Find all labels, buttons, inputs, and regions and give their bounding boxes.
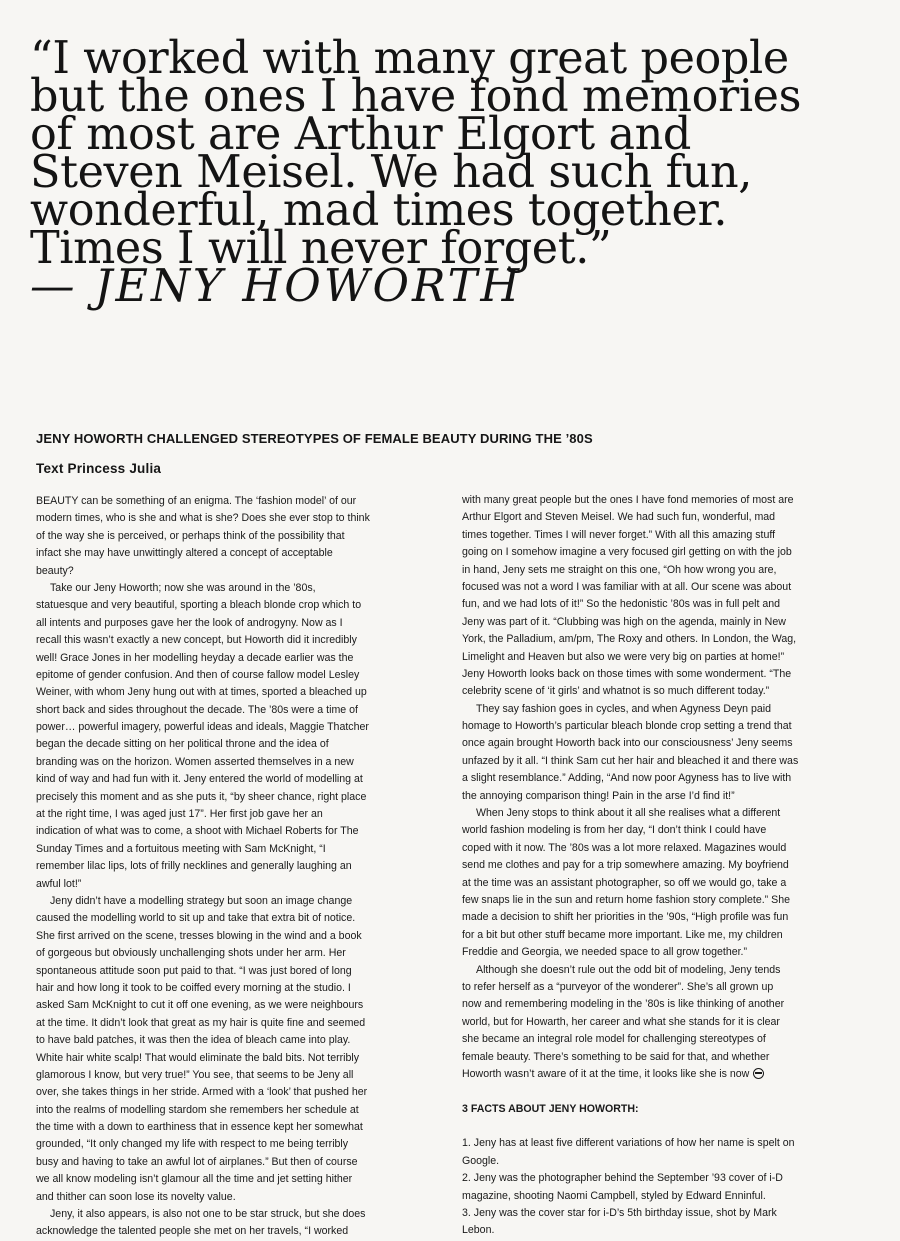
spacer — [462, 1083, 882, 1100]
text-line: short back and sides throughout the decade. The ’80s were a time of — [36, 703, 358, 716]
text-line: once again brought Howorth back into our consciousness’ Jeny seems — [462, 737, 793, 750]
text-line: Arthur Elgort and Steven Meisel. We had such fun, wonderful, mad — [462, 511, 776, 524]
text-line: epitome of gender confusion. And then of course fallow model Lesley — [36, 668, 360, 681]
text-line: Take our Jeny Howorth; now she was around in the ’80s, — [50, 581, 316, 594]
text-line: the annoying comparison thing! Pain in the arse I’d find it!” — [462, 789, 735, 802]
pull-quote-line: but the ones I have fond memories — [30, 71, 802, 122]
text-line: world, but for Howarth, her career and what she stands for it is clear — [462, 1015, 780, 1028]
article-headline: JENY HOWORTH CHALLENGED STEREOTYPES OF FEMALE BEAUTY DURING THE ’80S — [36, 431, 593, 446]
fact-line: 2. Jeny was the photographer behind the September ’93 cover of i-D — [462, 1172, 783, 1185]
text-line: made a decision to shift her priorities in the ’90s, “High profile was fun — [462, 911, 789, 924]
pull-quote-line: of most are Arthur Elgort and — [30, 109, 691, 160]
text-line: Jeny Howorth looks back on those times with some wonderment. “The — [462, 667, 792, 680]
text-line: for a bit but other stuff became more important. Like me, my children — [462, 928, 783, 941]
text-line: celebrity scene of ‘it girls’ and whatnot is so much different today.” — [462, 685, 770, 698]
text-line: power… powerful imagery, powerful ideas and ideals, Maggie Thatcher — [36, 721, 369, 734]
text-line: indication of what was to come, a shoot with Michael Roberts for The — [36, 825, 359, 838]
text-line: a slight resemblance.” Adding, “And now poor Agyness has to live with — [462, 772, 792, 785]
text-line: Howorth wasn’t aware of it at the time, it looks like she is now — [462, 1067, 750, 1080]
text-line: focused was not a word I was familiar with at all. Our scene was about — [462, 580, 792, 593]
text-line: world fashion modeling is from her day, “I don’t think I could have — [462, 824, 767, 837]
text-line: she became an integral role model for challenging stereotypes of — [462, 1033, 766, 1046]
pull-quote-line: “I worked with many great people — [30, 33, 789, 84]
pull-quote-credit: — JENY HOWORTH — [30, 261, 523, 312]
text-line: to have bald patches, it was then the idea of bleach came into play. — [36, 1034, 351, 1047]
text-line: at the time was an assistant photographer, so off we would go, take a — [462, 876, 787, 889]
fact-line: Google. — [462, 1154, 500, 1167]
text-line: recall this wasn’t exactly a new concept, but Howorth did it incredibly — [36, 634, 357, 647]
text-line: fun, and we had lots of it!” So the hedonistic ’80s was in full pelt and — [462, 598, 781, 611]
text-line: of gorgeous but obviously unchallenging shots under her arm. Her — [36, 947, 346, 960]
text-line: homage to Howorth’s particular bleach blonde crop setting a trend that — [462, 720, 792, 733]
text-line: Sunday Times and a fortuitous meeting with Sam McKnight, “I — [36, 842, 326, 855]
text-line: Limelight and Heaven but also we were very big on parties at home!” — [462, 650, 785, 663]
text-line: unfazed by it all. “I think Sam cut her hair and bleached it and there was — [462, 754, 799, 767]
text-line: well! Grace Jones in her modelling heyday a decade earlier was the — [36, 651, 354, 664]
text-line: awful lot!” — [36, 877, 82, 890]
text-line: to refer herself as a “purveyor of the wonderer”. She’s all grown up — [462, 980, 774, 993]
fact-line: 3. Jeny was the cover star for i-D’s 5th birthday issue, shot by Mark — [462, 1207, 777, 1220]
text-line: spontaneous attitude soon put paid to that. “I was just bored of long — [36, 964, 352, 977]
text-line: over, she takes things in her stride. Armed with a ‘look’ that pushed her — [36, 1086, 368, 1099]
text-line: York, the Palladium, am/pm, The Roxy and others. In London, the Wag, — [462, 633, 797, 646]
text-line: They say fashion goes in cycles, and when Agyness Deyn paid — [476, 702, 772, 715]
text-line: at the time. It didn’t look that great as my hair is quite fine and seemed — [36, 1016, 366, 1029]
text-line: Freddie and Georgia, we needed space to all grow together.” — [462, 946, 748, 959]
text-line: beauty? — [36, 564, 74, 577]
text-line: kind of way and had fun with it. Jeny entered the world of modelling at — [36, 773, 363, 786]
text-line: Jeny, it also appears, is also not one to be star struck, but she does — [50, 1208, 366, 1221]
text-line: White hair white scalp! That would eliminate the bald bits. Not terribly — [36, 1051, 360, 1064]
text-line: modern times, who is she and what is she? Does she ever stop to think — [36, 512, 370, 525]
text-line: of the way she is perceived, or perhaps think of the possibility that — [36, 529, 345, 542]
text-line: precisely this moment and as she puts it, “by sheer chance, right place — [36, 790, 367, 803]
pull-quote-line: Times I will never forget.” — [30, 223, 612, 274]
text-line: we all know modeling isn’t glamour all the time and jet setting hither — [36, 1173, 353, 1186]
text-line: in hand, Jeny sets me straight on this one, “Oh how wrong you are, — [462, 563, 777, 576]
text-line: coped with it now. The ’80s was a lot more relaxed. Magazines would — [462, 841, 787, 854]
fact-line: 1. Jeny has at least five different variations of how her name is spelt on — [462, 1137, 795, 1150]
text-line: glamorous I know, but very true!” You see, that seems to be Jeny all — [36, 1068, 354, 1081]
text-line: send me clothes and pay for a trip somewhere amazing. My boyfriend — [462, 859, 789, 872]
pull-quote-line: Steven Meisel. We had such fun, — [30, 147, 752, 198]
text-line: Jeny was part of it. “Clubbing was high on the agenda, mainly in New — [462, 615, 786, 628]
pull-quote-line: wonderful, mad times together. — [30, 185, 728, 236]
pull-quote — [30, 33, 880, 312]
text-line: Jeny didn’t have a modelling strategy but soon an image change — [50, 894, 353, 907]
text-line: branding was on the horizon. Women asserted themselves in a new — [36, 755, 354, 768]
text-line: Weiner, with whom Jeny hung out with at times, sported a bleached up — [36, 686, 367, 699]
text-line: BEAUTY can be something of an enigma. The ‘fashion model’ of our — [36, 495, 357, 507]
spacer — [462, 1118, 882, 1135]
article-column-left — [36, 493, 456, 1241]
fact-line: magazine, shooting Naomi Campbell, styled by Edward Enninful. — [462, 1189, 766, 1202]
text-line-last — [462, 1066, 882, 1083]
text-line: times together. Times I will never forget.” With all this amazing stuff — [462, 528, 776, 541]
text-line: When Jeny stops to think about it all she realises what a different — [476, 807, 781, 820]
article-byline: Text Princess Julia — [36, 461, 162, 476]
text-line: busy and having to take an awful lot of airplanes.” But then of course — [36, 1155, 358, 1168]
text-line: all intents and purposes gave her the look of androgyny. Now as I — [36, 616, 343, 629]
text-line: began the decade sitting on her political throne and the idea of — [36, 738, 329, 751]
text-line: female beauty. There’s something to be said for that, and whether — [462, 1050, 770, 1063]
article-column-right — [462, 492, 882, 1240]
text-line: few snaps lie in the sun and return home fashion story complete.” She — [462, 893, 790, 906]
text-line: into the realms of modelling stardom she remembers her schedule at — [36, 1103, 359, 1116]
text-line: grounded, “It only changed my life with respect to me being terribly — [36, 1138, 349, 1151]
text-line: remember lilac lips, lots of frilly necklines and generally laughing an — [36, 860, 352, 873]
text-line: with many great people but the ones I have fond memories of most are — [462, 494, 794, 506]
text-line: Although she doesn’t rule out the odd bit of modeling, Jeny tends — [476, 963, 781, 976]
text-line: hair and how long it took to be coiffed every morning at the studio. I — [36, 981, 351, 994]
facts-heading: 3 FACTS ABOUT JENY HOWORTH: — [462, 1102, 639, 1115]
text-line: caused the modelling world to sit up and take that extra bit of notice. — [36, 912, 356, 925]
text-line: and thither can soon lose its novelty value. — [36, 1190, 236, 1203]
fact-line: Lebon. — [462, 1224, 495, 1237]
text-line: the time with a down to earthiness that in essence kept her somewhat — [36, 1121, 363, 1134]
text-line: infact she may have unwittingly altered a concept of acceptable — [36, 547, 333, 560]
text-line: going on I somehow imagine a very focused girl getting on with the job — [462, 546, 792, 559]
end-mark-icon — [753, 1068, 764, 1079]
text-line: at the right time, I was aged just 17”. Her first job gave her an — [36, 808, 323, 821]
text-line: asked Sam McKnight to cut it off one evening, as we were neighbours — [36, 999, 364, 1012]
text-line: statuesque and very beautiful, sporting a bleach blonde crop which to — [36, 599, 362, 612]
text-line: now and remembering modeling in the ’80s is like thinking of another — [462, 998, 785, 1011]
text-line: She first arrived on the scene, tresses blowing in the wind and a book — [36, 929, 362, 942]
text-line: acknowledge the talented people she met on her travels, “I worked — [36, 1225, 349, 1238]
